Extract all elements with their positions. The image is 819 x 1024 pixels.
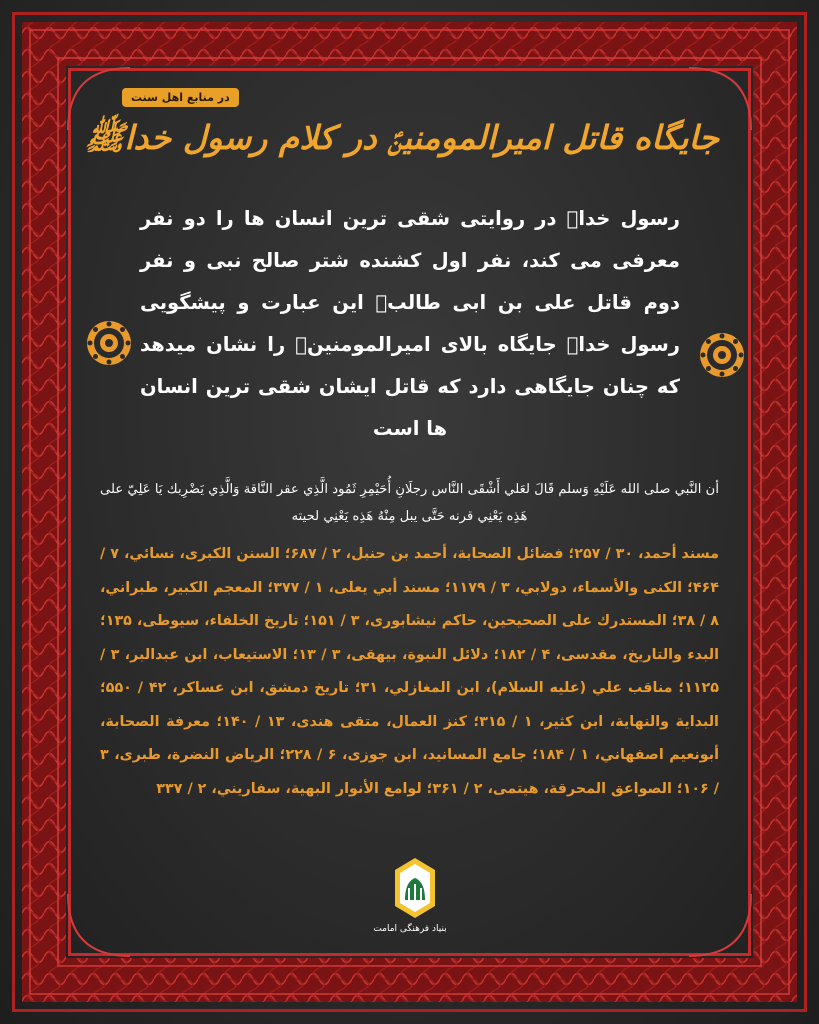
imamat-foundation-logo-icon — [391, 856, 439, 920]
main-paragraph: رسول خداﷺ در روایتی شقی ترین انسان ها را دو نفر معرفی می کند، نفر اول کشنده شتر صالح نبی و نفر دوم قاتل علی بن ابی طالبؑ این عبارت و پیشگویی رسول خداﷺ جایگاه بالای امیرالمومنینؑ را نشان میدهد که چنان جایگاهی دارد که قاتل ایشان شقی ترین انسان ها است — [140, 207, 680, 440]
source-badge: در منابع اهل سنت — [122, 88, 239, 107]
hadith-text: أن النَّبي صلى الله عَلَيْهِ وَسلم قَالَ لعَلي أَشْقَى النَّاس رجلَانِ أُحَيْمِرِ ثَمُود الَّذِي عقر النَّاقة وَالَّذِي يَضْرِبك يَا عَلِيّ على هَذِه يَعْنِي قرنه حَتَّى يبل مِنْهُ هَذِه يَعْنِي لحيته — [100, 482, 719, 524]
logo-caption: بنیاد فرهنگی امامت — [373, 924, 447, 934]
source-references: مسند أحمد، ۳۰ / ۲۵۷؛ فضائل الصحابة، أحمد بن حنبل، ۲ / ۶۸۷؛ السنن الكبرى، نسائي، ۷ / ۴۶۴؛ الكنى والأسماء، دولابي، ۳ / ۱۱۷۹؛ مسند أبي يعلى، ۱ / ۳۷۷؛ المعجم الكبير، طبراني، ۸ / ۳۸؛ المستدرك على الصحيحين، حاکم نیشابوری، ۳ / ۱۵۱؛ تاريخ الخلفاء، سیوطی، ۱۳۵؛ البدء والتاريخ، مقدسی، ۴ / ۱۸۲؛ دلائل النبوة، بیهقی، ۳ / ۱۳؛ الاستيعاب، ابن عبدالبر، ۳ / ۱۱۲۵؛ مناقب علي (عليه السلام)، ابن المغازلي، ۳۱؛ تاريخ دمشق، ابن عساکر، ۴۲ / ۵۵۰؛ البداية والنهاية، ابن كثير، ۱ / ۳۱۵؛ كنز العمال، متقی هندی، ۱۳ / ۱۴۰؛ معرفة الصحابة، أبونعيم اصفهاني، ۱ / ۱۸۴؛ جامع المسانيد، ابن جوزی، ۶ / ۲۲۸؛ الرياض النضرة، طبری، ۳ / ۱۰۶؛ الصواعق المحرقة، هیتمی، ۲ / ۳۶۱؛ لوامع الأنوار البهية، سفاريني، ۲ / ۳۳۷ — [100, 546, 720, 797]
rosette-ornament-icon — [697, 330, 747, 380]
rosette-ornament-icon — [84, 318, 134, 368]
page-title: جایگاه قاتل امیرالمومنینؑ در کلام رسول خداﷺ — [84, 118, 719, 157]
